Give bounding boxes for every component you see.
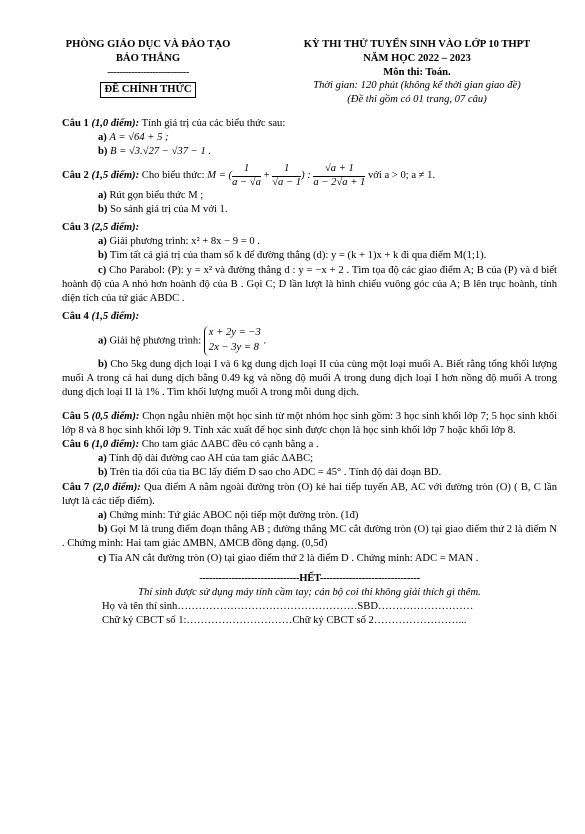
part-label: b) bbox=[98, 359, 108, 371]
expression: B = √3.√27 − √37 − 1 . bbox=[110, 146, 212, 158]
question-label: Câu 4 bbox=[62, 311, 89, 323]
footer bbox=[62, 572, 557, 600]
question-1b bbox=[62, 145, 557, 159]
question-1a bbox=[62, 131, 557, 145]
question-points: (0,5 điểm): bbox=[91, 410, 140, 422]
question-1 bbox=[62, 117, 557, 131]
question-3 bbox=[62, 221, 557, 235]
page-count: (Đề thi gồm có 01 trang, 07 câu) bbox=[347, 94, 487, 106]
part-label: a) bbox=[98, 189, 107, 201]
numerator: √a + 1 bbox=[313, 163, 365, 176]
denominator: a − 2√a + 1 bbox=[313, 176, 366, 188]
fraction-3 bbox=[313, 163, 365, 188]
condition: với a > 0; a ≠ 1. bbox=[365, 170, 436, 182]
denominator: a − √a bbox=[232, 176, 261, 188]
header-right bbox=[277, 38, 557, 107]
part-label: a) bbox=[98, 132, 107, 144]
expression: A = √64 + 5 ; bbox=[109, 132, 169, 144]
question-3a bbox=[62, 235, 557, 249]
question-3c bbox=[62, 264, 557, 307]
part-label: b) bbox=[98, 467, 108, 479]
part-label: c) bbox=[98, 552, 107, 564]
part-text: Cho Parabol: (P): y = x² và đường thẳng d : y = −x + 2 . Tìm tọa độ các giao điểm A; B của (P) và d biết hoành độ của A nhỏ hơn hoành độ của B . Gọi C; D lần lượt là hình chiếu vuông góc của A; B lên trục hoành, tính diện tích của tứ giác ABDC . bbox=[62, 264, 557, 305]
header-left bbox=[62, 38, 234, 107]
question-7b bbox=[62, 523, 557, 551]
part-text: Chứng minh: Tứ giác ABOC nội tiếp một đường tròn. (1đ) bbox=[106, 509, 359, 521]
header-rule: --------------------------- bbox=[107, 66, 189, 78]
question-6b bbox=[62, 466, 557, 480]
numerator: 1 bbox=[272, 163, 301, 176]
part-text: Rút gọn biểu thức M ; bbox=[106, 189, 204, 201]
question-points: (2,5 điểm): bbox=[91, 222, 140, 234]
question-2a bbox=[62, 189, 557, 203]
part-text: Gọi M là trung điểm đoạn thẳng AB ; đường thẳng MC cắt đường tròn (O) tại giao điểm thứ 2 là điểm N . Chứng minh: Hai tam giác ΔMBN, ΔMCB đồng dạng. (0,5đ) bbox=[62, 524, 557, 550]
fraction-2 bbox=[272, 163, 301, 188]
part-text: Tìm tất cả giá trị của tham số k để đường thẳng (d): y = (k + 1)x + k đi qua điểm M(1;1). bbox=[107, 250, 487, 262]
part-label: a) bbox=[98, 509, 107, 521]
footer-note: Thí sinh được sử dụng máy tính cầm tay; cán bộ coi thi không giải thích gì thêm. bbox=[138, 586, 481, 598]
numerator: 1 bbox=[232, 163, 261, 176]
candidate-name-line: Họ và tên thí sinh……………………………………………SBD……………………… bbox=[102, 601, 474, 613]
end-line: -------------------------------HẾT------------------------------- bbox=[199, 572, 420, 584]
part-label: b) bbox=[98, 524, 108, 536]
question-3b bbox=[62, 249, 557, 263]
exam-time: Thời gian: 120 phút (không kể thời gian giao đề) bbox=[313, 80, 521, 92]
header bbox=[62, 38, 557, 107]
question-label: Câu 3 bbox=[62, 222, 89, 234]
question-7a bbox=[62, 509, 557, 523]
question-points: (2,0 điểm): bbox=[92, 481, 141, 493]
question-2 bbox=[62, 163, 557, 188]
subject: Môn thi: Toán. bbox=[383, 66, 451, 78]
official-exam-label: ĐỀ CHÍNH THỨC bbox=[100, 82, 195, 98]
question-label: Câu 2 bbox=[62, 170, 89, 182]
equation-end: . bbox=[260, 335, 267, 347]
exam-title: KỲ THI THỬ TUYỂN SINH VÀO LỚP 10 THPT bbox=[303, 39, 531, 50]
question-7 bbox=[62, 481, 557, 509]
question-4a bbox=[62, 326, 557, 356]
part-text: Cho 5kg dung dịch loại I và 6 kg dung dịch loại II của cùng một loại muối A. Biết rằng tổng khối lượng muối A trong cả hai dung dịch bằng 0.49 kg và nồng độ muối A trong dung dịch loại I hơn nồng độ muối A trong dung dịch loại II là 1% . Tìm khối lượng muối A trong mỗi dung dịch. bbox=[62, 359, 557, 399]
m-prefix: M = ( bbox=[207, 170, 233, 182]
question-6a bbox=[62, 452, 557, 466]
denominator: √a − 1 bbox=[272, 176, 302, 188]
equation-1: x + 2y = −3 bbox=[208, 327, 261, 339]
question-text: Chọn ngẫu nhiên một học sinh từ một nhóm học sinh gồm: 3 học sinh khối lớp 7; 5 học sinh khối lớp 8 và 8 học sinh khối lớp 9. Tính xác xuất để học sinh được chọn là học sinh khối lớp 7 hoặc khối lớp 8. bbox=[62, 410, 557, 436]
part-label: c) bbox=[98, 264, 107, 276]
question-points: (1,5 điểm): bbox=[91, 170, 140, 182]
m-mid: ) : bbox=[301, 170, 314, 182]
supervisor-signature-line: Chữ ký CBCT số 1:…………………………Chữ ký CBCT số 2……………………... bbox=[102, 615, 467, 627]
question-2b bbox=[62, 203, 557, 217]
part-label: a) bbox=[98, 236, 107, 248]
question-points: (1,5 điểm): bbox=[91, 311, 140, 323]
question-label: Câu 5 bbox=[62, 410, 89, 422]
fraction-1 bbox=[232, 163, 261, 188]
question-4b bbox=[62, 358, 557, 401]
part-label: a) bbox=[98, 335, 107, 347]
question-4 bbox=[62, 310, 557, 324]
question-6 bbox=[62, 438, 557, 452]
part-label: b) bbox=[98, 146, 108, 158]
part-text: So sánh giá trị của M với 1. bbox=[107, 203, 228, 215]
part-label: b) bbox=[98, 250, 108, 262]
equation-system bbox=[204, 326, 261, 356]
question-text: Cho biểu thức: bbox=[139, 170, 208, 182]
part-text: Trên tia đối của tia BC lấy điểm D sao cho ADC = 45° . Tính độ dài đoạn BD. bbox=[107, 467, 442, 479]
plus-sign: + bbox=[260, 170, 273, 182]
question-points: (1,0 điểm): bbox=[91, 117, 140, 129]
question-text: Cho tam giác ΔABC đều có cạnh bằng a . bbox=[139, 439, 319, 451]
question-label: Câu 6 bbox=[62, 439, 89, 451]
part-text: Tia AN cắt đường tròn (O) tại giao điểm thứ 2 là điểm D . Chứng minh: ADC = MAN . bbox=[106, 552, 479, 564]
question-7c bbox=[62, 552, 557, 566]
school-year: NĂM HỌC 2022 – 2023 bbox=[363, 52, 471, 64]
part-text: Giải hệ phương trình: bbox=[106, 335, 204, 347]
part-label: a) bbox=[98, 453, 107, 465]
department-name: PHÒNG GIÁO DỤC VÀ ĐÀO TẠO bbox=[65, 39, 231, 50]
part-text: Giải phương trình: x² + 8x − 9 = 0 . bbox=[106, 236, 260, 248]
question-points: (1,0 điểm): bbox=[91, 439, 140, 451]
equation-2: 2x − 3y = 8 bbox=[208, 342, 259, 354]
question-label: Câu 7 bbox=[62, 481, 90, 493]
question-5 bbox=[62, 410, 557, 438]
part-text: Tính độ dài đường cao AH của tam giác ΔABC; bbox=[106, 453, 314, 465]
part-label: b) bbox=[98, 203, 108, 215]
district-name: BẢO THẮNG bbox=[115, 52, 181, 64]
question-text: Tính giá trị của các biểu thức sau: bbox=[139, 117, 286, 129]
question-label: Câu 1 bbox=[62, 117, 89, 129]
question-text: Qua điểm A nằm ngoài đường tròn (O) kẻ hai tiếp tuyến AB, AC với đường tròn (O) ( B, C lần lượt là các tiếp điểm). bbox=[62, 481, 557, 507]
